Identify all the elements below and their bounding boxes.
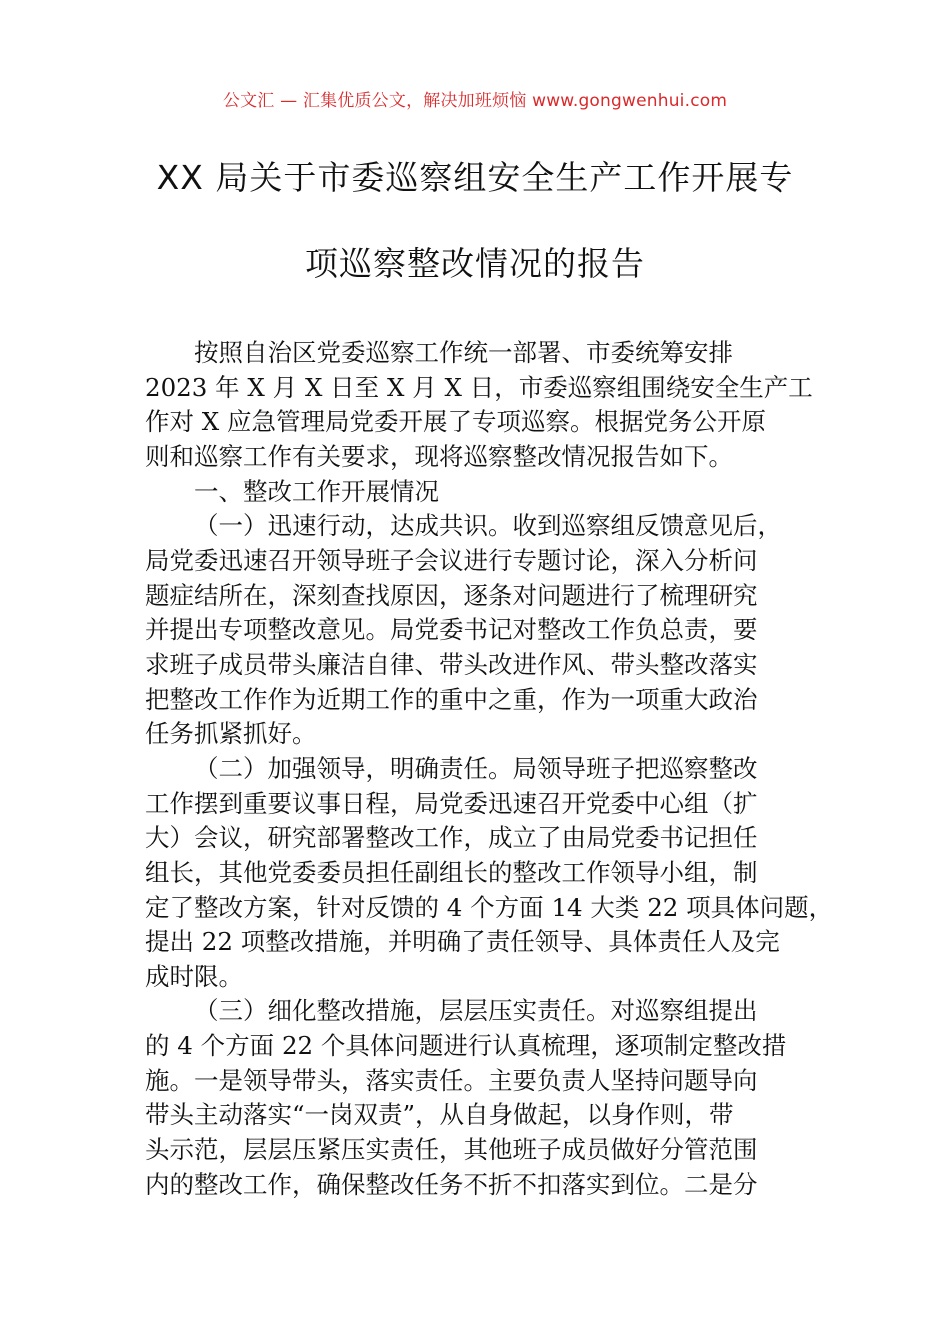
header-banner: 公文汇 — 汇集优质公文，解决加班烦恼 www.gongwenhui.com bbox=[222, 91, 728, 111]
document-title-line-1: XX 局关于市委巡察组安全生产工作开展专 bbox=[156, 158, 794, 197]
text-line: 把整改工作作为近期工作的重中之重，作为一项重大政治 bbox=[145, 684, 758, 714]
text-line: 局党委迅速召开领导班子会议进行专题讨论，深入分析问 bbox=[145, 545, 758, 575]
text-line: 带头主动落实“一岗双责”，从自身做起，以身作则，带 bbox=[145, 1100, 734, 1130]
text-line: 成时限。 bbox=[145, 961, 243, 991]
text-line: 则和巡察工作有关要求，现将巡察整改情况报告如下。 bbox=[145, 441, 733, 471]
text-line: 任务抓紧抓好。 bbox=[145, 719, 317, 749]
text-line: 按照自治区党委巡察工作统一部署、市委统筹安排 bbox=[194, 338, 733, 367]
text-line: 内的整改工作，确保整改任务不折不扣落实到位。二是分 bbox=[145, 1169, 758, 1199]
text-line: 施。一是领导带头，落实责任。主要负责人坚持问题导向 bbox=[145, 1065, 758, 1095]
text-line: 工作摆到重要议事日程，局党委迅速召开党委中心组（扩 bbox=[145, 788, 758, 818]
text-line: 求班子成员带头廉洁自律、带头改进作风、带头整改落实 bbox=[145, 649, 758, 679]
text-line: 一、整改工作开展情况 bbox=[194, 476, 439, 506]
document-body bbox=[145, 336, 835, 1202]
paragraph-section-2 bbox=[145, 752, 835, 995]
text-line: 2023 年 X 月 X 日至 X 月 X 日，市委巡察组围绕安全生产工 bbox=[145, 372, 813, 402]
text-line: 作对 X 应急管理局党委开展了专项巡察。根据党务公开原 bbox=[145, 407, 767, 437]
text-line: 题症结所在，深刻查找原因，逐条对问题进行了梳理研究 bbox=[145, 580, 758, 610]
paragraph-intro bbox=[145, 336, 835, 475]
text-line: 大）会议，研究部署整改工作，成立了由局党委书记担任 bbox=[145, 823, 758, 853]
text-line: 并提出专项整改意见。局党委书记对整改工作负总责，要 bbox=[145, 615, 758, 645]
text-line: （一）迅速行动，达成共识。收到巡察组反馈意见后， bbox=[194, 511, 782, 541]
text-line: 的 4 个方面 22 个具体问题进行认真梳理，逐项制定整改措 bbox=[145, 1031, 787, 1061]
text-line: （三）细化整改措施，层层压实责任。对巡察组提出 bbox=[194, 996, 758, 1026]
text-line: 提出 22 项整改措施，并明确了责任领导、具体责任人及完 bbox=[145, 927, 780, 957]
section-heading bbox=[145, 475, 835, 510]
text-line: （二）加强领导，明确责任。局领导班子把巡察整改 bbox=[194, 753, 758, 783]
text-line: 组长，其他党委委员担任副组长的整改工作领导小组，制 bbox=[145, 857, 758, 887]
paragraph-section-1 bbox=[145, 509, 835, 752]
text-line: 头示范，层层压紧压实责任，其他班子成员做好分管范围 bbox=[145, 1135, 758, 1165]
text-line: 定了整改方案，针对反馈的 4 个方面 14 大类 22 项具体问题， bbox=[145, 892, 834, 922]
document-title-line-2: 项巡察整改情况的报告 bbox=[305, 244, 645, 283]
paragraph-section-3 bbox=[145, 994, 835, 1202]
